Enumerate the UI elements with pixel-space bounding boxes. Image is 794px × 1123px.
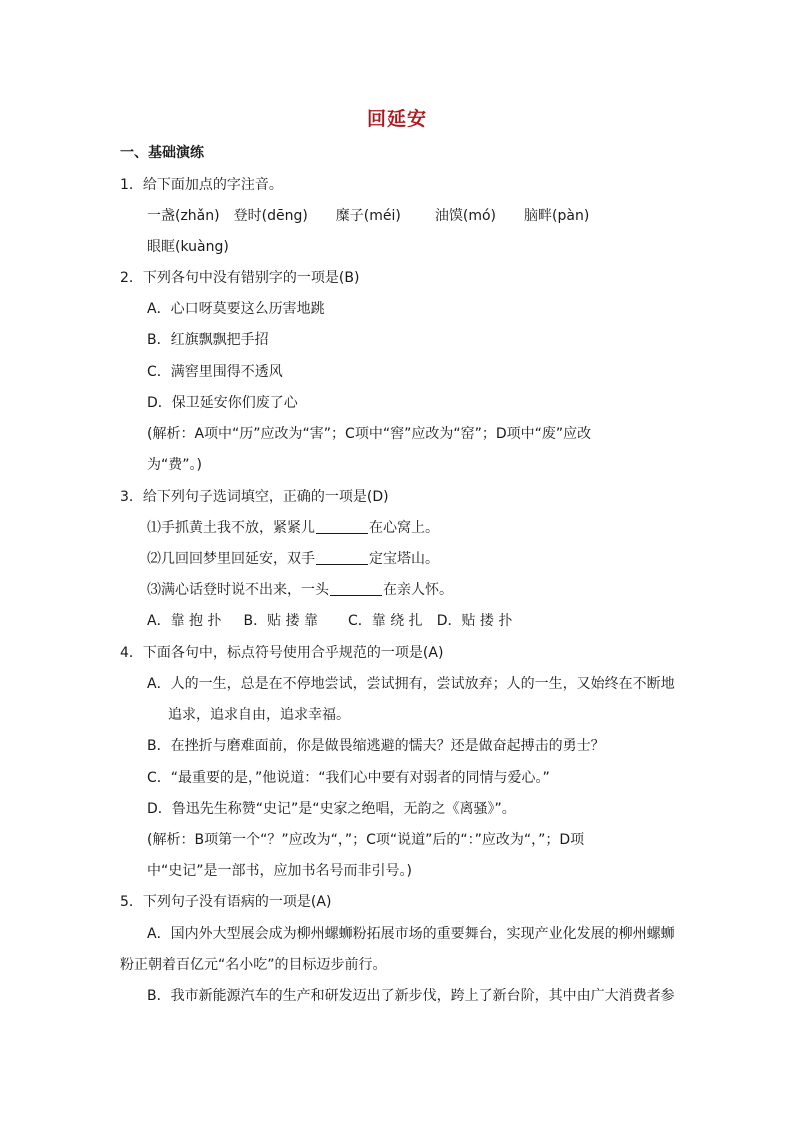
fill-blank bbox=[316, 550, 368, 565]
section-heading: 一、基础演练 bbox=[120, 145, 204, 161]
fill-blank bbox=[330, 581, 382, 596]
question-1-pinyin-row-2 bbox=[147, 237, 229, 257]
question-2-analysis: (解析：A项中“历”应改为“害”；C项中“窖”应改为“窑”；D项中“废”应改 bbox=[147, 426, 592, 442]
question-4-stem: 4．下面各句中，标点符号使用合乎规范的一项是(A) bbox=[120, 645, 444, 661]
fill-blank bbox=[316, 519, 368, 534]
question-4-option-c: C．“最重要的是，”他说道：“我们心中要有对弱者的同情与爱心。” bbox=[147, 770, 550, 786]
option: C．靠 绕 扎 bbox=[348, 613, 423, 629]
question-4-option-a-cont: 追求，追求自由，追求幸福。 bbox=[168, 707, 350, 723]
option: A．靠 抱 扑 bbox=[147, 613, 222, 629]
question-3-sentence-3 bbox=[147, 580, 453, 600]
document-title: 回延安 bbox=[366, 108, 427, 130]
question-1-stem: 1．给下面加点的字注音。 bbox=[120, 177, 283, 193]
question-5-option-a: A．国内外大型展会成为柳州螺蛳粉拓展市场的重要舞台，实现产业化发展的柳州螺蛳 bbox=[147, 926, 675, 942]
question-2-stem: 2．下列各句中没有错别字的一项是(B) bbox=[120, 270, 360, 286]
question-4-option-d: D．鲁迅先生称赞“史记”是“史家之绝唱，无韵之《离骚》”。 bbox=[147, 801, 516, 817]
option: D．贴 搂 扑 bbox=[436, 613, 513, 629]
pinyin-item: 眼眶(kuàng) bbox=[147, 239, 229, 255]
question-5-stem: 5．下列句子没有语病的一项是(A) bbox=[120, 894, 332, 910]
question-5-option-b: B．我市新能源汽车的生产和研发迈出了新步伐，跨上了新台阶，其中由广大消费者参 bbox=[147, 988, 675, 1004]
question-5-option-a-cont: 粉正朝着百亿元“名小吃”的目标迈步前行。 bbox=[120, 957, 387, 973]
sentence-text: ⑶满心话登时说不出来，一头 bbox=[147, 582, 329, 598]
question-4-analysis-cont: 中“史记”是一部书，应加书名号而非引号。) bbox=[147, 863, 412, 879]
sentence-text: ⑵几回回梦里回延安，双手 bbox=[147, 551, 315, 567]
question-4-option-a: A．人的一生，总是在不停地尝试，尝试拥有，尝试放弃；人的一生，又始终在不断地 bbox=[147, 676, 675, 692]
pinyin-item: 糜子(méi) bbox=[335, 208, 401, 224]
pinyin-item: 登时(dēng) bbox=[233, 208, 308, 224]
question-3-options bbox=[147, 611, 512, 631]
question-2-option-a: A．心口呀莫要这么历害地跳 bbox=[147, 301, 325, 317]
option: B．贴 搂 靠 bbox=[243, 613, 318, 629]
question-2-analysis-cont: 为“费”。) bbox=[147, 457, 202, 473]
pinyin-item: 脑畔(pàn) bbox=[524, 208, 590, 224]
question-3-sentence-1 bbox=[147, 518, 439, 538]
question-3-stem: 3．给下列句子选词填空，正确的一项是(D) bbox=[120, 489, 389, 505]
question-2-option-c: C．满窖里围得不透风 bbox=[147, 364, 283, 380]
sentence-text: 在心窝上。 bbox=[369, 520, 439, 536]
sentence-text: ⑴手抓黄土我不放，紧紧儿 bbox=[147, 520, 315, 536]
sentence-text: 在亲人怀。 bbox=[383, 582, 453, 598]
question-1-pinyin-row-1 bbox=[147, 206, 589, 226]
pinyin-item: 一盏(zhǎn) bbox=[147, 208, 220, 224]
sentence-text: 定宝塔山。 bbox=[369, 551, 439, 567]
question-3-sentence-2 bbox=[147, 549, 439, 569]
pinyin-item: 油馍(mó) bbox=[434, 208, 497, 224]
question-2-option-b: B．红旗飘飘把手招 bbox=[147, 332, 269, 348]
question-2-option-d: D．保卫延安你们废了心 bbox=[147, 395, 298, 411]
question-4-option-b: B．在挫折与磨难面前，你是做畏缩逃避的懦夫？还是做奋起搏击的勇士？ bbox=[147, 738, 605, 754]
question-4-analysis: (解析：B项第一个“？”应改为“，”；C项“说道”后的“：”应改为“，”；D项 bbox=[147, 832, 585, 848]
